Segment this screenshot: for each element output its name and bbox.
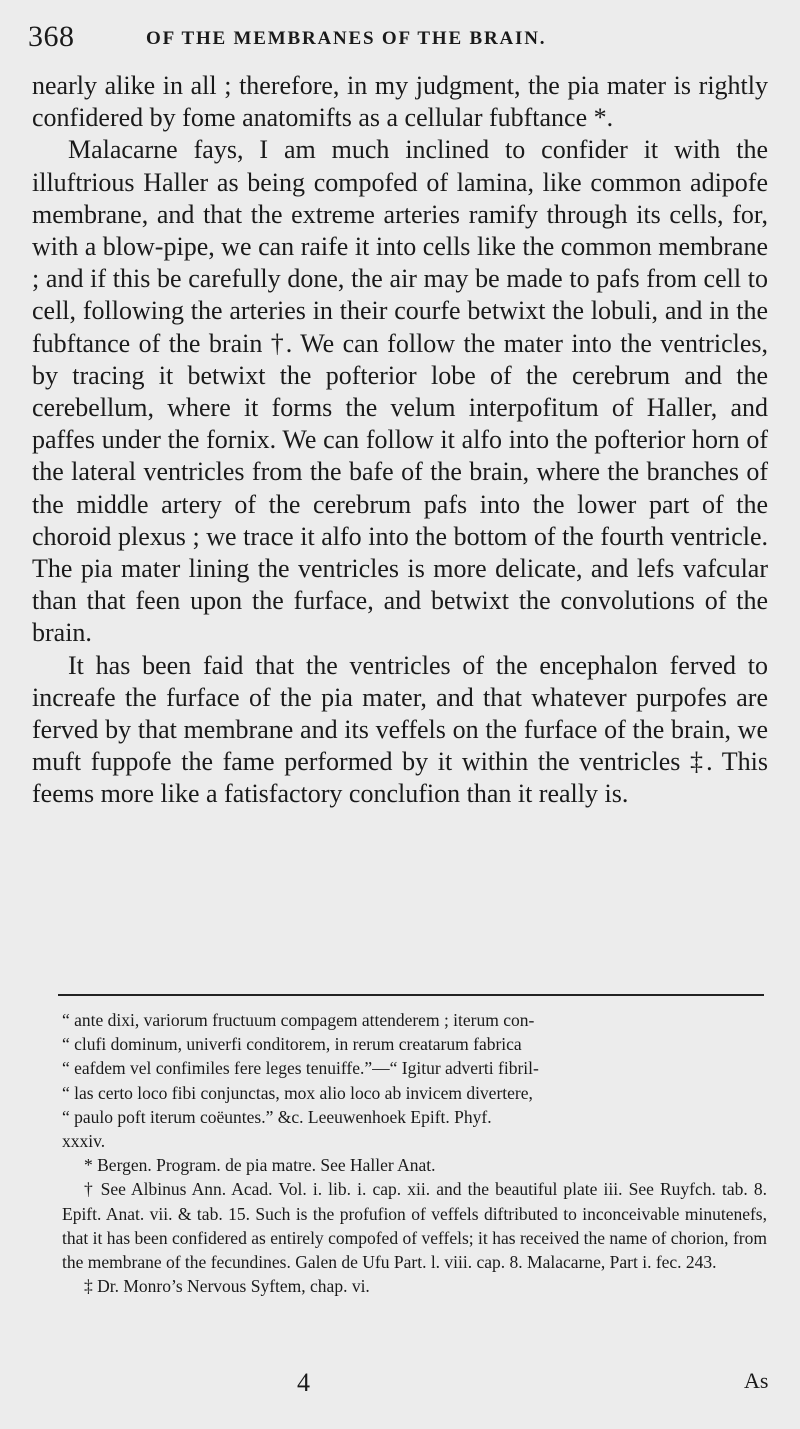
paragraph: Malacarne fays, I am much inclined to confider it with the illuftrious Haller as being compofed of lamina, like common adipofe membrane, and that the extreme arteries ramify through its cells, for, with a blow-pipe, we can raife it into cells like the common membrane ; and if this be carefully done, the air may be made to pafs from cell to cell, following the arteries in their courfe betwixt the lobuli, and in the fubftance of the brain †. We can follow the mater into the ventricles, by tracing it betwixt the pofterior lobe of the cerebrum and the cerebellum, where it forms the velum interpofitum of Haller, and paffes under the fornix. We can follow it alfo into the pofterior horn of the lateral ventricles from the bafe of the brain, where the branches of the middle artery of the cerebrum pafs into the lower part of the choroid plexus ; we trace it alfo into the bottom of the fourth ventricle. The pia mater lining the ventricles is more delicate, and lefs vafcular than that feen upon the furface, and betwixt the convolutions of the brain.	[32, 135, 768, 648]
paragraph: It has been faid that the ventricles of the encephalon ferved to increafe the furface of the pia mater, and that whatever purpofes are ferved by that membrane and its veffels on the furface of the brain, we muft fuppofe the fame performed by it within the ventricles ‡. This feems more like a fatisfactory conclufion than it really is.	[32, 650, 768, 809]
footnote-rule	[58, 994, 764, 996]
footnote-quote	[62, 1008, 767, 1153]
quote-line: “ las certo loco fibi conjunctas, mox alio loco ab invicem divertere,	[62, 1082, 533, 1103]
footnote-asterisk: * Bergen. Program. de pia matre. See Haller Anat.	[84, 1155, 436, 1176]
signature-mark: 4	[297, 1368, 310, 1397]
footnotes	[62, 1008, 767, 1298]
quote-line: “ clufi dominum, univerfi conditorem, in rerum creatarum fabrica	[62, 1034, 522, 1055]
quote-line: “ eafdem vel confimiles fere leges tenuiffe.”—“ Igitur adverti fibril-	[62, 1058, 539, 1079]
paragraph-continuation: nearly alike in all ; therefore, in my judgment, the pia mater is rightly confidered by fome anatomifts as a cellular fubftance *.	[32, 71, 768, 133]
footnote-dagger: † See Albinus Ann. Acad. Vol. i. lib. i. cap. xii. and the beautiful plate iii. See Ruyfch. tab. 8. Epift. Anat. vii. & tab. 15. Such is the profufion of veffels diftributed to inconceivable minutenefs, that it has been confidered as entirely compofed of veffels; it has received the name of chorion, from the membrane of the fecundines. Galen de Ufu Part. l. viii. cap. 8. Malacarne, Part i. fec. 243.	[62, 1179, 767, 1273]
main-text	[32, 70, 768, 811]
quote-line: “ paulo poft iterum coëuntes.” &c. Leeuwenhoek Epift. Phyf.	[62, 1106, 492, 1127]
page-header	[28, 18, 768, 58]
footnote-double-dagger: ‡ Dr. Monro’s Nervous Syftem, chap. vi.	[84, 1276, 370, 1297]
page-number: 368	[28, 20, 75, 53]
quote-end: xxxiv.	[62, 1131, 106, 1152]
running-head: OF THE MEMBRANES OF THE BRAIN.	[146, 28, 547, 49]
quote-line: “ ante dixi, variorum fructuum compagem attenderem ; iterum con-	[62, 1010, 535, 1030]
catchword: As	[744, 1368, 769, 1393]
